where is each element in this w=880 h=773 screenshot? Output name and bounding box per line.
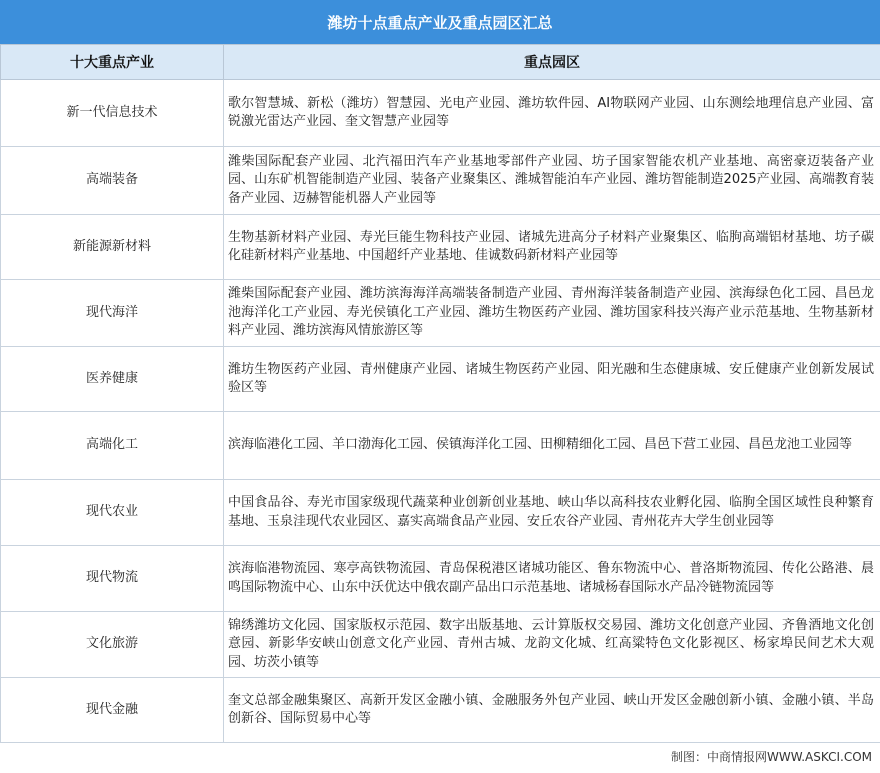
parks-cell: 锦绣潍坊文化园、国家版权示范园、数字出版基地、云计算版权交易园、潍坊文化创意产业园、齐鲁酒地文化创意园、新影华安峡山创意文化产业园、青州古城、龙韵文化城、红高粱特色文化影视区、杨家埠民间艺术大观园、坊茨小镇等	[224, 612, 880, 678]
parks-cell: 潍柴国际配套产业园、北汽福田汽车产业基地零部件产业园、坊子国家智能农机产业基地、高密豪迈装备产业园、山东矿机智能制造产业园、装备产业聚集区、潍城智能泊车产业园、潍坊智能制造2025产业园、高端教育装备产业园、迈赫智能机器人产业园等	[224, 147, 880, 215]
table-row	[1, 347, 880, 412]
industry-cell: 高端装备	[1, 147, 224, 215]
header-parks: 重点园区	[224, 45, 880, 80]
table-title-bar	[0, 0, 880, 44]
table-row	[1, 678, 880, 743]
industry-cell: 现代农业	[1, 480, 224, 546]
industry-cell: 高端化工	[1, 412, 224, 480]
table-row	[1, 612, 880, 678]
industry-cell: 现代海洋	[1, 280, 224, 347]
parks-cell: 中国食品谷、寿光市国家级现代蔬菜种业创新创业基地、峡山华以高科技农业孵化园、临朐全国区域性良种繁育基地、玉泉洼现代农业园区、嘉实高端食品产业园、安丘农谷产业园、青州花卉大学生创业园等	[224, 480, 880, 546]
table-row	[1, 147, 880, 215]
industry-cell: 新一代信息技术	[1, 80, 224, 147]
table-row	[1, 280, 880, 347]
summary-table	[0, 44, 880, 743]
header-row	[1, 45, 880, 80]
table-title: 潍坊十点重点产业及重点园区汇总	[327, 13, 553, 32]
parks-cell: 歌尔智慧城、新松（潍坊）智慧园、光电产业园、潍坊软件园、AI物联网产业园、山东测绘地理信息产业园、富锐激光雷达产业园、奎文智慧产业园等	[224, 80, 880, 147]
parks-cell: 潍柴国际配套产业园、潍坊滨海海洋高端装备制造产业园、青州海洋装备制造产业园、滨海绿色化工园、昌邑龙池海洋化工产业园、寿光侯镇化工产业园、潍坊生物医药产业园、潍坊国家科技兴海产业示范基地、生物基新材料产业园、潍坊滨海风情旅游区等	[224, 280, 880, 347]
parks-cell: 滨海临港化工园、羊口渤海化工园、侯镇海洋化工园、田柳精细化工园、昌邑下营工业园、昌邑龙池工业园等	[224, 412, 880, 480]
table-row	[1, 215, 880, 280]
industry-cell: 医养健康	[1, 347, 224, 412]
header-industry: 十大重点产业	[1, 45, 224, 80]
table-row	[1, 546, 880, 612]
table-row	[1, 80, 880, 147]
industry-cell: 文化旅游	[1, 612, 224, 678]
table-row	[1, 480, 880, 546]
industry-cell: 现代金融	[1, 678, 224, 743]
industry-cell: 新能源新材料	[1, 215, 224, 280]
industry-cell: 现代物流	[1, 546, 224, 612]
parks-cell: 滨海临港物流园、寒亭高铁物流园、青岛保税港区诸城功能区、鲁东物流中心、普洛斯物流园、传化公路港、晨鸣国际物流中心、山东中沃优达中俄农副产品出口示范基地、诸城杨春国际水产品冷链物流园等	[224, 546, 880, 612]
table-row	[1, 412, 880, 480]
parks-cell: 潍坊生物医药产业园、青州健康产业园、诸城生物医药产业园、阳光融和生态健康城、安丘健康产业创新发展试验区等	[224, 347, 880, 412]
parks-cell: 生物基新材料产业园、寿光巨能生物科技产业园、诸城先进高分子材料产业聚集区、临朐高端铝材基地、坊子碳化硅新材料产业基地、中国超纤产业基地、佳诚数码新材料产业园等	[224, 215, 880, 280]
source-credit: 制图：中商情报网WWW.ASKCI.COM	[671, 750, 872, 764]
parks-cell: 奎文总部金融集聚区、高新开发区金融小镇、金融服务外包产业园、峡山开发区金融创新小镇、金融小镇、半岛创新谷、国际贸易中心等	[224, 678, 880, 743]
